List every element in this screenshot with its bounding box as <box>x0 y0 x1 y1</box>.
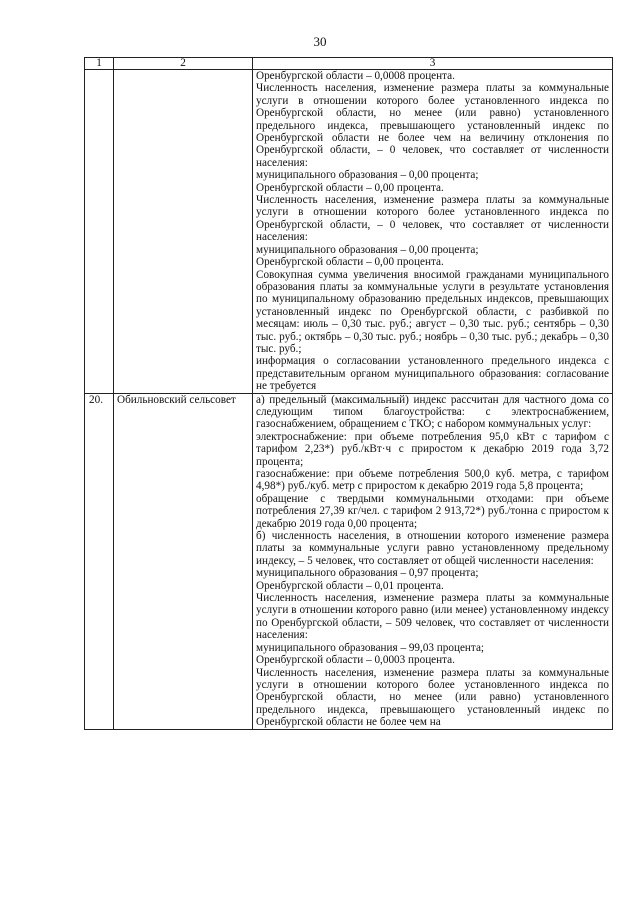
table-row <box>85 70 613 394</box>
page-number: 30 <box>313 34 327 49</box>
paragraph: муниципального образования – 0,00 процента; <box>256 169 479 182</box>
paragraph: Численность населения, изменение размера платы за коммунальные услуги в отношении которого равно (или менее) установленному индексу по Оренбургской области, – 509 человек, что составляет от численности населения: <box>256 592 609 642</box>
row-number <box>85 70 114 394</box>
paragraph: Оренбургской области – 0,00 процента. <box>256 181 444 194</box>
header-col-2: 2 <box>114 58 253 70</box>
paragraph: Оренбургской области – 0,00 процента. <box>256 256 444 269</box>
paragraph: Оренбургской области – 0,0003 процента. <box>256 654 455 667</box>
paragraph: обращение с твердыми коммунальными отходами: при объеме потребления 27,39 кг/чел. с тарифом 2 913,72*) руб./тонна с приростом к декабрю 2019 года 0,00 процента; <box>256 492 609 530</box>
paragraph: а) предельный (максимальный) индекс рассчитан для частного дома со следующим типом благоустройства: с электроснабжением, газоснабжением, обращением с ТКО; с набором коммунальных услуг: <box>256 393 609 431</box>
municipality-name <box>114 70 253 394</box>
row-content <box>253 70 613 394</box>
table-header-row <box>85 58 613 70</box>
row-number: 20. <box>85 393 114 729</box>
table-row <box>85 393 613 729</box>
paragraph: муниципального образования – 99,03 процента; <box>256 641 485 654</box>
document-table <box>84 57 613 730</box>
header-col-1: 1 <box>85 58 114 70</box>
paragraph: информация о согласовании установленного предельного индекса с представительным органом муниципального образования: согласование не требуется <box>256 355 609 393</box>
paragraph: Численность населения, изменение размера платы за коммунальные услуги в отношении которого более установленного индекса по Оренбургской области, но менее (или равно) установленного предельного индекса, превышающего установленный индекс по Оренбургской области не более чем на величину отклонения по Оренбургской области, – 0 человек, что составляет от численности населения: <box>256 82 609 169</box>
paragraph: Совокупная сумма увеличения вносимой гражданами муниципального образования платы за коммунальные услуги в результате установления по муниципальному образованию предельных индексов, превышающих установленный индекс по Оренбургской области, с разбивкой по месяцам: июль – 0,30 тыс. руб.; август – 0,30 тыс. руб.; сентябрь – 0,30 тыс. руб.; октябрь – 0,30 тыс. руб.; ноябрь – 0,30 тыс. руб.; декабрь – 0,30 тыс. руб.; <box>256 268 609 355</box>
municipality-name: Обильновский сельсовет <box>114 393 253 729</box>
paragraph: Численность населения, изменение размера платы за коммунальные услуги в отношении которого более установленного индекса по Оренбургской области, но менее (или равно) установленного предельного индекса, превышающего установленный индекс по Оренбургской области не более чем на <box>256 666 609 729</box>
paragraph: б) численность населения, в отношении которого изменение размера платы за коммунальные услуги равно установленному предельному индексу, – 5 человек, что составляет от общей численности населения: <box>256 530 609 567</box>
paragraph: электроснабжение: при объеме потребления 95,0 кВт с тарифом с тарифом 2,23*) руб./кВт·ч с приростом к декабрю 2019 года 3,72 процента; <box>256 430 609 468</box>
paragraph: газоснабжение: при объеме потребления 500,0 куб. метра, с тарифом 4,98*) руб./куб. метр с приростом к декабрю 2019 года 5,8 процента; <box>256 468 609 493</box>
row-content <box>253 393 613 729</box>
paragraph: Оренбургской области – 0,0008 процента. <box>256 70 455 82</box>
paragraph: Оренбургской области – 0,01 процента. <box>256 579 444 592</box>
paragraph: Численность населения, изменение размера платы за коммунальные услуги в отношении которого более установленного индекса по Оренбургской области, – 0 человек, что составляет от численности населения: <box>256 194 609 244</box>
paragraph: муниципального образования – 0,00 процента; <box>256 243 479 256</box>
paragraph: муниципального образования – 0,97 процента; <box>256 567 479 580</box>
header-col-3: 3 <box>253 58 613 70</box>
